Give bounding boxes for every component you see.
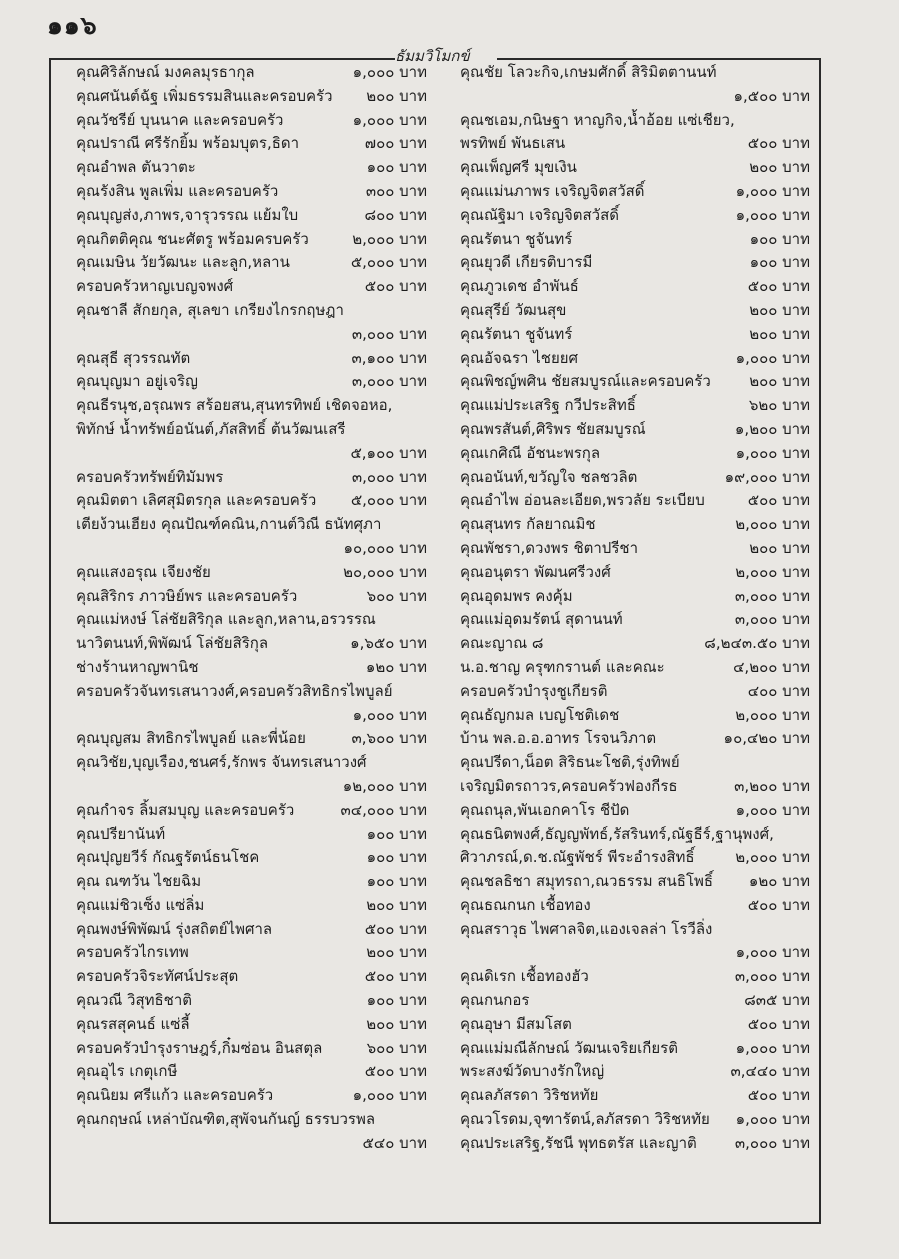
donor-entry	[76, 418, 427, 466]
donor-entry	[460, 299, 810, 323]
donor-entry	[460, 775, 810, 799]
donor-entry	[76, 608, 427, 632]
donor-name: คุณชเอม,กนิษฐา หาญกิจ,น้ำอ้อย แซ่เชียว,	[460, 110, 735, 129]
donation-amount: ๕๔๐ บาท	[362, 1133, 427, 1152]
donation-amount: ๒๐๐ บาท	[749, 300, 810, 319]
donation-amount: ๕,๐๐๐ บาท	[350, 253, 427, 272]
donation-amount: ๔๐๐ บาท	[747, 681, 810, 700]
donation-amount: ๑,๐๐๐ บาท	[352, 1086, 427, 1105]
donation-amount: ๕,๑๐๐ บาท	[350, 443, 427, 462]
donation-amount: ๕๐๐ บาท	[364, 919, 427, 938]
donation-amount: ๑,๐๐๐ บาท	[735, 348, 810, 367]
frame-top-rule-right	[497, 58, 821, 60]
donor-name: คุณปุญยวีร์ กัณฐรัตน์ธนโชค	[76, 848, 260, 867]
donor-entry	[460, 132, 810, 156]
donor-entry	[76, 1108, 427, 1156]
donor-entry	[76, 680, 427, 728]
donor-name: ครอบครัวหาญเบญจพงศ์	[76, 277, 234, 296]
donor-name: คุณอนุตรา พัฒนศรีวงศ์	[460, 562, 611, 581]
donor-entry	[76, 251, 427, 275]
donor-name: ครอบครัวจิระทัศน์ประสุต	[76, 967, 239, 986]
donation-amount: ๑๐๐ บาท	[366, 872, 427, 891]
donation-amount: ๑๐๐ บาท	[366, 848, 427, 867]
donor-entry	[460, 846, 810, 870]
donor-entry	[76, 846, 427, 870]
donation-amount: ๖๐๐ บาท	[366, 1038, 427, 1057]
donation-amount: ๑,๐๐๐ บาท	[352, 63, 427, 81]
donation-amount: ๓๐๐ บาท	[365, 181, 427, 200]
donor-entry	[460, 204, 810, 228]
donation-amount: ๕๐๐ บาท	[747, 895, 810, 914]
donation-amount: ๕๐๐ บาท	[747, 277, 810, 296]
donor-name: คุณอุดมพร คงคุ้ม	[460, 586, 573, 605]
donor-name: คุณเมษิน วัยวัฒนะ และลูก,หลาน	[76, 253, 290, 272]
frame-top-rule-left	[49, 58, 395, 60]
donation-amount: ๖๒๐ บาท	[748, 396, 810, 415]
donor-name: คุณ ณฑวัน ไชยฉิม	[76, 872, 202, 891]
donation-amount: ๒๐๐ บาท	[366, 895, 427, 914]
donation-amount: ๑,๖๕๐ บาท	[350, 634, 427, 653]
donor-entry	[460, 347, 810, 371]
donor-name: คุณพัชรา,ดวงพร ชิตาปรีชา	[460, 538, 638, 557]
donor-name: คุณแม่นภาพร เจริญจิตสวัสดิ์	[460, 181, 645, 200]
donor-name: ครอบครัวจันทรเสนาวงศ์,ครอบครัวสิทธิกรไพบูลย์	[76, 681, 393, 700]
donor-name: น.อ.ชาญ ครุฑกรานต์ และคณะ	[460, 657, 665, 676]
donor-name: คุณกำจร ลิ้มสมบุญ และครอบครัว	[76, 800, 295, 819]
donation-amount: ๑๐,๔๒๐ บาท	[723, 729, 810, 748]
donation-amount: ๓,๐๐๐ บาท	[351, 467, 427, 486]
donor-entry	[76, 585, 427, 609]
donor-name: นาวิตนนท์,พิพัฒน์ โล่ชัยสิริกุล	[76, 634, 269, 653]
donation-amount: ๑๐๐ บาท	[366, 824, 427, 843]
donor-entry	[460, 442, 810, 466]
donor-entry	[76, 1084, 427, 1108]
donation-amount: ๓,๐๐๐ บาท	[734, 610, 810, 629]
donor-name: คุณรสสุคนธ์ แซ่ลี้	[76, 1014, 190, 1033]
donor-entry	[460, 275, 810, 299]
donation-amount: ๑,๒๐๐ บาท	[734, 419, 810, 438]
donor-name: ครอบครัวทรัพย์ทิมัมพร	[76, 467, 224, 486]
donor-name: ครอบครัวบำรุงชูเกียรติ	[460, 681, 608, 700]
donation-amount: ๓,๔๔๐ บาท	[730, 1062, 810, 1081]
donor-name: คุณกิตติคุณ ชนะศัตรู พร้อมครบครัว	[76, 229, 309, 248]
donor-entry	[76, 941, 427, 965]
donor-name: พระสงฆ์วัดบางรักใหญ่	[460, 1062, 605, 1081]
donation-amount: ๑,๐๐๐ บาท	[352, 705, 427, 724]
donor-name: ครอบครัวไกรเทพ	[76, 943, 189, 962]
donor-name: คุณดิเรก เชื้อทองฮัว	[460, 967, 589, 986]
donation-amount: ๑๒๐ บาท	[365, 657, 427, 676]
donor-entry	[460, 180, 810, 204]
donation-amount: ๒,๐๐๐ บาท	[735, 562, 810, 581]
donor-name: คุณศิริลักษณ์ มงคลมุรธากุล	[76, 63, 255, 81]
donation-amount: ๕๐๐ บาท	[364, 1062, 427, 1081]
donor-entry	[460, 323, 810, 347]
donor-name: เตียง้วนเฮียง คุณปัณฑ์คณิน,กานต์วิณี ธนัทศุภา	[76, 515, 382, 534]
donation-amount: ๒๐๐ บาท	[749, 372, 810, 391]
donor-name: คุณประเสริฐ,รัชนี พุทธตรัส และญาติ	[460, 1133, 697, 1152]
donation-amount: ๑๙,๐๐๐ บาท	[724, 467, 810, 486]
donor-name: คุณเกศิณี อัชนะพรกุล	[460, 443, 601, 462]
donor-entry	[76, 513, 427, 561]
donor-entry	[460, 727, 810, 751]
donor-name: คุณรัตนา ชูจันทร์	[460, 229, 573, 248]
donation-amount: ๓,๐๐๐ บาท	[734, 586, 810, 605]
donor-entry	[460, 704, 810, 728]
donor-name: คุณณัฐิมา เจริญจิตสวัสดิ์	[460, 205, 619, 224]
donor-entry	[460, 1013, 810, 1037]
donor-entry	[76, 918, 427, 942]
donation-amount: ๓,๐๐๐ บาท	[734, 967, 810, 986]
donor-entry	[460, 513, 810, 537]
donor-entry	[460, 466, 810, 490]
donor-name: คุณปรีดา,น็อต สิริธนะโชติ,รุ่งทิพย์	[460, 753, 680, 772]
donor-entry	[460, 1084, 810, 1108]
donor-name: คุณชัย โลวะกิจ,เกษมศักดิ์ สิริมิตตานนท์	[460, 63, 717, 81]
donation-amount: ๑๐๐ บาท	[749, 253, 810, 272]
donor-entry	[76, 204, 427, 228]
donor-entry	[460, 156, 810, 180]
donor-name: คุณอัจฉรา ไชยยศ	[460, 348, 579, 367]
donation-amount: ๘๐๐ บาท	[364, 205, 427, 224]
donor-name: คุณอุษา มีสมโสต	[460, 1014, 572, 1033]
donor-entry	[76, 1013, 427, 1037]
running-header: ธัมมวิโมกข์	[395, 47, 470, 65]
donor-entry	[460, 418, 810, 442]
donor-name: คุณวโรดม,จุฑารัตน์,ลภัสรดา วิริชหทัย	[460, 1110, 710, 1129]
donation-amount: ๒๐๐ บาท	[366, 943, 427, 962]
donation-amount: ๑,๐๐๐ บาท	[735, 943, 810, 962]
donation-amount: ๕๐๐ บาท	[364, 277, 427, 296]
donation-amount: ๑๒,๐๐๐ บาท	[342, 776, 427, 795]
donation-amount: ๒๐,๐๐๐ บาท	[343, 562, 427, 581]
donor-name: บ้าน พล.อ.อ.อาทร โรจนวิภาต	[460, 729, 657, 748]
donor-entry	[76, 156, 427, 180]
donor-entry	[460, 1132, 810, 1156]
donor-entry	[76, 561, 427, 585]
donor-name: คุณแสงอรุณ เจียงชัย	[76, 562, 211, 581]
donor-entry	[76, 632, 427, 656]
donor-name: คุณอุไร เกตุเกษี	[76, 1062, 178, 1081]
donor-column-left	[76, 61, 427, 1156]
donor-entry	[460, 656, 810, 680]
donor-name: คุณแม่ชิวเซ็ง แซ่ลิ่ม	[76, 895, 205, 914]
donation-amount: ๒,๐๐๐ บาท	[352, 229, 427, 248]
donor-entry	[460, 918, 810, 966]
donor-entry	[76, 656, 427, 680]
donor-entry	[460, 251, 810, 275]
donor-name: คุณบุญสม สิทธิกรไพบูลย์ และพี่น้อย	[76, 729, 306, 748]
donor-name: พรทิพย์ พันธเสน	[460, 134, 566, 153]
donation-amount: ๓,๖๐๐ บาท	[351, 729, 427, 748]
donor-name: คุณปราณี ศรีรักยิ้ม พร้อมบุตร,ธิดา	[76, 134, 300, 153]
donor-entry	[76, 799, 427, 823]
donation-amount: ๓,๐๐๐ บาท	[734, 1133, 810, 1152]
donor-entry	[76, 370, 427, 394]
donor-name: คุณอำไพ อ่อนละเอียด,พรวลัย ระเบียบ	[460, 491, 705, 510]
donor-entry	[460, 823, 810, 847]
donor-entry	[460, 751, 810, 775]
donation-amount: ๒๐๐ บาท	[749, 324, 810, 343]
donor-entry	[460, 561, 810, 585]
donor-entry	[76, 489, 427, 513]
donor-name: ครอบครัวบำรุงราษฎร์,กิ๋มซ่อน อินสตุล	[76, 1038, 323, 1057]
donation-amount: ๑,๐๐๐ บาท	[735, 1038, 810, 1057]
donor-name: คุณธัญกมล เบญโชติเดช	[460, 705, 620, 724]
donor-name: คุณวิชัย,บุญเรือง,ชนศร์,รักพร จันทรเสนาวงศ์	[76, 753, 367, 772]
donor-name: คุณแม่อุดมรัตน์ สุดานนท์	[460, 610, 623, 629]
donor-name: เจริญมิตรถาวร,ครอบครัวฟองกีรธ	[460, 776, 678, 795]
page-number: ๑๑๖	[47, 11, 98, 40]
donation-amount: ๒๐๐ บาท	[366, 1014, 427, 1033]
donor-name: คุณวณี วิสุทธิชาติ	[76, 991, 193, 1010]
donor-entry	[460, 109, 810, 133]
donor-entry	[76, 180, 427, 204]
donor-name: คุณอนันท์,ขวัญใจ ชลชวลิต	[460, 467, 638, 486]
donor-name: คุณพงษ์พิพัฒน์ รุ่งสถิตย์ไพศาล	[76, 919, 273, 938]
donor-column-right	[460, 61, 810, 1156]
donor-entry	[460, 608, 810, 632]
donor-name: คุณสุธี สุวรรณทัต	[76, 348, 191, 367]
donor-name: คุณลภัสรดา วิริชหทัย	[460, 1086, 599, 1105]
donor-entry	[460, 799, 810, 823]
donation-amount: ๕๐๐ บาท	[364, 967, 427, 986]
donation-amount: ๒๐๐ บาท	[366, 86, 427, 105]
donation-amount: ๑๐๐ บาท	[366, 158, 427, 177]
donation-amount: ๗๐๐ บาท	[364, 134, 427, 153]
donor-name: คุณสุนทร กัลยาณมิช	[460, 515, 596, 534]
donation-amount: ๑,๕๐๐ บาท	[733, 86, 810, 105]
donor-name: คุณกฤษณ์ เหล่าบัณฑิต,สุพัจนกันญ์ ธรรบวรพล	[76, 1110, 376, 1129]
donation-amount: ๖๐๐ บาท	[366, 586, 427, 605]
donor-name: คุณรังสิน พูลเพิ่ม และครอบครัว	[76, 181, 279, 200]
donation-amount: ๑,๐๐๐ บาท	[735, 181, 810, 200]
donation-amount: ๔,๒๐๐ บาท	[733, 657, 810, 676]
donor-name: คุณพรสันต์,ศิริพร ชัยสมบูรณ์	[460, 419, 646, 438]
donor-name: คุณนิยม ศรีแก้ว และครอบครัว	[76, 1086, 274, 1105]
donor-entry	[460, 537, 810, 561]
donor-name: ช่างร้านหาญพานิช	[76, 657, 199, 676]
donor-name: คุณแม่ประเสริฐ กวีประสิทธิ์	[460, 396, 636, 415]
donation-amount: ๓,๑๐๐ บาท	[351, 348, 427, 367]
donor-entry	[76, 751, 427, 799]
donor-entry	[460, 894, 810, 918]
donor-name: คุณชาลี สักยกุล, สุเลขา เกรียงไกรกฤษฎา	[76, 300, 344, 319]
donor-entry	[76, 61, 427, 85]
donor-name: คุณสุรีย์ วัฒนสุข	[460, 300, 567, 319]
donor-entry	[460, 394, 810, 418]
donor-entry	[76, 109, 427, 133]
donation-amount: ๑๐๐ บาท	[749, 229, 810, 248]
donation-amount: ๑๐๐ บาท	[366, 991, 427, 1010]
donor-entry	[76, 85, 427, 109]
donation-amount: ๑,๐๐๐ บาท	[735, 443, 810, 462]
donor-name: พิทักษ์ น้ำทรัพย์อนันต์,ภัสสิทธิ์ ต้นวัฒนเสรี	[76, 419, 346, 438]
donor-name: คุณศนันต์ฉัฐ เพิ่มธรรมสินและครอบครัว	[76, 86, 333, 105]
donation-amount: ๑๒๐ บาท	[748, 872, 810, 891]
donor-entry	[76, 347, 427, 371]
donor-entry	[76, 965, 427, 989]
donation-amount: ๑,๐๐๐ บาท	[352, 110, 427, 129]
donor-entry	[460, 632, 810, 656]
donor-entry	[76, 466, 427, 490]
donor-entry	[76, 299, 427, 347]
donor-name: คุณถนุล,พันเอกคาโร ชีปัด	[460, 800, 630, 819]
donor-name: คุณกนกอร	[460, 991, 530, 1010]
donor-entry	[460, 1060, 810, 1084]
donor-name: คุณเพ็ญศรี มุขเงิน	[460, 158, 577, 177]
donor-entry	[76, 275, 427, 299]
donor-entry	[76, 823, 427, 847]
donor-entry	[460, 585, 810, 609]
donation-amount: ๑๐,๐๐๐ บาท	[343, 538, 427, 557]
donation-amount: ๕๐๐ บาท	[747, 134, 810, 153]
donor-entry	[460, 680, 810, 704]
donor-entry	[76, 727, 427, 751]
donor-entry	[460, 1108, 810, 1132]
donation-amount: ๕,๐๐๐ บาท	[350, 491, 427, 510]
donor-name: คุณอำพล ตันวาตะ	[76, 158, 196, 177]
donor-entry	[460, 228, 810, 252]
donor-name: คุณสราวุธ ไพศาลจิต,แองเจลล่า โรวีลิ่ง	[460, 919, 713, 938]
donor-entry	[76, 394, 427, 418]
donation-amount: ๒๐๐ บาท	[749, 158, 810, 177]
donation-amount: ๑,๐๐๐ บาท	[735, 800, 810, 819]
donor-name: คุณบุญมา อยู่เจริญ	[76, 372, 198, 391]
donor-entry	[460, 870, 810, 894]
donor-name: คุณแม่หงษ์ โล่ชัยสิริกุล และลูก,หลาน,อรวรรณ	[76, 610, 376, 629]
donor-entry	[76, 894, 427, 918]
donor-name: คุณบุญส่ง,ภาพร,จารุวรรณ แย้มใบ	[76, 205, 299, 224]
donor-entry	[460, 489, 810, 513]
donor-name: คุณธีรนุช,อรุณพร สร้อยสน,สุนทรทิพย์ เชิดจอหอ,	[76, 396, 393, 415]
donor-name: คุณยุวดี เกียรติบารมี	[460, 253, 593, 272]
donor-entry	[460, 61, 810, 109]
donor-name: คุณธนิตพงศ์,ธัญญพัทธ์,รัสรินทร์,ณัฐธีร์,ฐานุพงศ์,	[460, 824, 774, 843]
donation-amount: ๒๐๐ บาท	[749, 538, 810, 557]
donor-name: คุณพิชญ์พศิน ชัยสมบูรณ์และครอบครัว	[460, 372, 711, 391]
donor-entry	[460, 965, 810, 989]
donation-amount: ๑,๐๐๐ บาท	[735, 205, 810, 224]
donor-entry	[76, 132, 427, 156]
donor-name: คุณรัตนา ชูจันทร์	[460, 324, 573, 343]
donor-entry	[76, 989, 427, 1013]
donor-name: คณะญาณ ๘	[460, 634, 544, 653]
donor-entry	[76, 1037, 427, 1061]
donation-amount: ๕๐๐ บาท	[747, 1086, 810, 1105]
donor-entry	[76, 1060, 427, 1084]
donor-name: คุณแม่มณีลักษณ์ วัฒนเจริยเกียรติ	[460, 1038, 678, 1057]
donor-name: คุณปรียานันท์	[76, 824, 166, 843]
donor-name: คุณมิตตา เลิศสุมิตรกุล และครอบครัว	[76, 491, 317, 510]
donor-name: คุณสิริกร ภาวษิย์พร และครอบครัว	[76, 586, 298, 605]
donation-amount: ๓๔,๐๐๐ บาท	[340, 800, 427, 819]
donor-name: คุณชลธิชา สมุทรถา,ณวธรรม สนธิโพธิ์	[460, 872, 714, 891]
donor-entry	[460, 989, 810, 1013]
donor-entry	[76, 870, 427, 894]
donation-amount: ๒,๐๐๐ บาท	[735, 848, 810, 867]
donor-entry	[76, 228, 427, 252]
donation-amount: ๘๓๕ บาท	[744, 991, 810, 1010]
donor-name: คุณภูวเดช อำพันธ์	[460, 277, 579, 296]
donor-name: คุณวัชรีย์ บุนนาค และครอบครัว	[76, 110, 284, 129]
donor-entry	[460, 370, 810, 394]
donation-amount: ๑,๐๐๐ บาท	[735, 1110, 810, 1129]
donation-amount: ๕๐๐ บาท	[747, 491, 810, 510]
donor-name: คุณธณกนก เชื้อทอง	[460, 895, 591, 914]
donation-amount: ๒,๐๐๐ บาท	[735, 515, 810, 534]
donor-entry	[460, 1037, 810, 1061]
donation-amount: ๓,๐๐๐ บาท	[351, 324, 427, 343]
donation-amount: ๒,๐๐๐ บาท	[735, 705, 810, 724]
donation-amount: ๘,๒๔๓.๕๐ บาท	[704, 634, 810, 653]
donation-amount: ๓,๐๐๐ บาท	[351, 372, 427, 391]
donor-name: ศิวาภรณ์,ด.ช.ณัฐพัชร์ พีระอำรงสิทธิ์	[460, 848, 695, 867]
donation-amount: ๕๐๐ บาท	[747, 1014, 810, 1033]
donation-amount: ๓,๒๐๐ บาท	[734, 776, 810, 795]
